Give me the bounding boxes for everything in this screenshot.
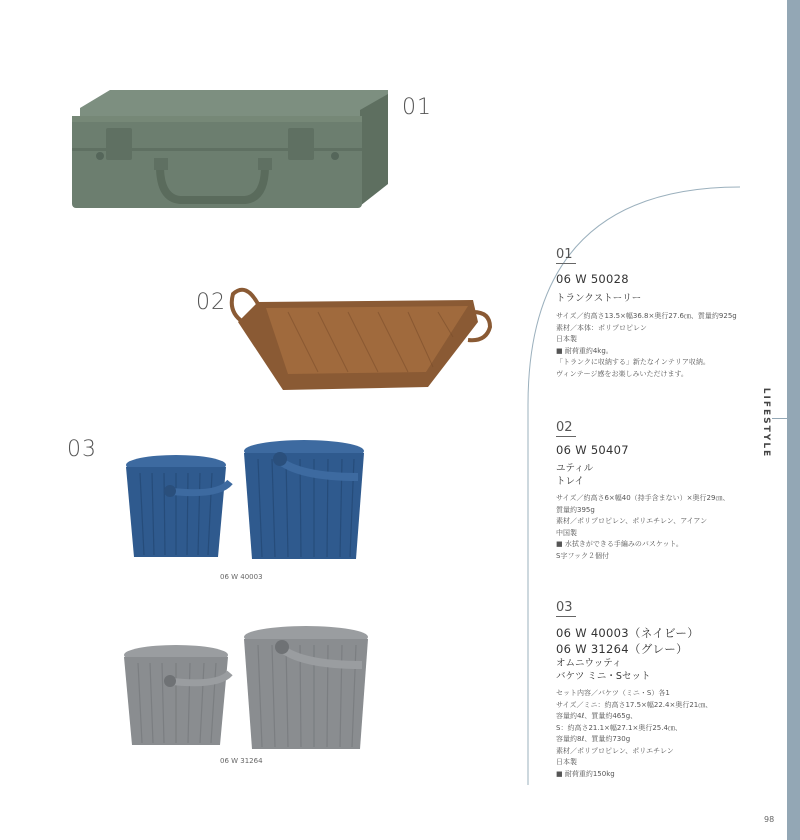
name-line: オムニウッティ [556, 658, 622, 669]
desc-line: セット内容／バケツ（ミニ・S）各1 [556, 689, 670, 697]
image-number-02: 02 [196, 290, 226, 315]
basket-image [228, 282, 493, 397]
desc-line: 日本製 [556, 335, 577, 343]
desc-line: S字フック２個付 [556, 551, 609, 560]
item-01-code: 06 W 50028 [556, 272, 629, 286]
section-label: LIFESTYLE [761, 387, 772, 459]
desc-line: サイズ／ミニ：約高さ17.5×幅22.4×奥行21㎝、 [556, 700, 713, 709]
name-line: バケツ ミニ・Sセット [556, 671, 651, 682]
desc-line: ヴィンテージ感をお楽しみいただけます。 [556, 369, 688, 378]
section-tick [772, 418, 787, 419]
navy-buckets-image [118, 437, 368, 567]
item-03-description [556, 688, 712, 780]
image-number-03: 03 [67, 437, 97, 462]
item-01-name: トランクストーリー [556, 293, 642, 304]
desc-line: ■ 耐荷重約150kg [556, 769, 615, 778]
item-03-codes [556, 625, 699, 657]
item-01-number: 01 [556, 247, 576, 264]
item-01-description [556, 311, 737, 380]
item-03-number: 03 [556, 600, 576, 617]
item-02-number: 02 [556, 420, 576, 437]
desc-line: 「トランクに収納する」新たなインテリア収納。 [556, 358, 710, 366]
name-line: トレイ [556, 476, 585, 487]
desc-line: 質量約395g [556, 505, 595, 514]
trunk-image [70, 88, 392, 223]
desc-line: サイズ／約高さ6×幅40（持手含まない）×奥行29㎝、 [556, 494, 730, 502]
desc-line: 日本製 [556, 758, 577, 766]
image-number-01: 01 [402, 95, 432, 120]
desc-line: 中国製 [556, 528, 577, 537]
grey-buckets-image [118, 625, 373, 755]
code-line: 06 W 40003（ネイビー） [556, 626, 700, 640]
caption-navy: 06 W 40003 [220, 573, 263, 581]
desc-line: サイズ／約高さ13.5×幅36.8×奥行27.6㎝、質量約925g [556, 312, 737, 320]
item-03-name [556, 657, 650, 683]
item-02-description [556, 493, 729, 562]
item-02-code: 06 W 50407 [556, 443, 629, 457]
desc-line: 素材／ポリプロピレン、ポリエチレン [556, 746, 674, 755]
desc-line: ■ 水拭きができる手編みのバスケット。 [556, 540, 683, 548]
item-02-name [556, 462, 593, 488]
desc-line: S：約高さ21.1×幅27.1×奥行25.4㎝、 [556, 723, 682, 732]
desc-line: ■ 耐荷重約4kg。 [556, 346, 613, 355]
desc-line: 容量約8ℓ、質量約730g [556, 735, 631, 743]
caption-grey: 06 W 31264 [220, 757, 263, 765]
desc-line: 素材／本体：ポリプロピレン [556, 323, 647, 332]
code-line: 06 W 31264（グレー） [556, 642, 688, 656]
desc-line: 素材／ポリプロピレン、ポリエチレン、アイアン [556, 517, 708, 525]
page-number: 98 [764, 815, 775, 824]
sidebar-band [787, 0, 800, 840]
desc-line: 容量約4ℓ、質量約465g、 [556, 712, 638, 720]
name-line: ユティル [556, 463, 594, 474]
